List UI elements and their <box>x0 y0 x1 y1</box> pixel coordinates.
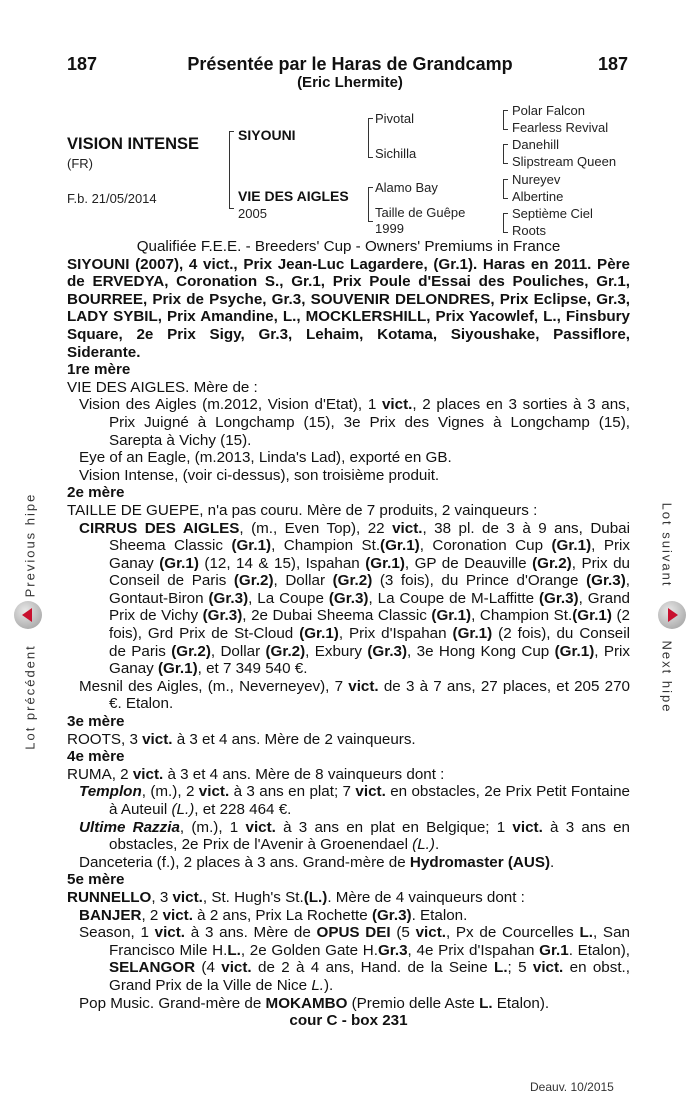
sire-sire: Pivotal <box>375 111 415 126</box>
previous-arrow-icon[interactable] <box>14 601 42 629</box>
produce-entry: Season, 1 vict. à 3 ans. Mère de OPUS DEI (5 vict., Px de Courcelles L., San Francisco Mile H.L., 2e Golden Gate H.Gr.3, 4e Prix d'Ispahan Gr.1. Etalon), SELANGOR (4 vict. de 2 à 4 ans, Hand. de la Seine L.; 5 vict. en obst., Grand Prix de la Ville de Nice L.). <box>79 924 630 994</box>
ped-3e: Nureyev <box>512 172 561 187</box>
section-3e-mere: 3e mère <box>67 713 125 731</box>
ped-3f: Albertine <box>512 189 564 204</box>
ped-3a: Polar Falcon <box>512 103 585 118</box>
catalogue-body <box>67 238 630 1030</box>
ped-3d: Slipstream Queen <box>512 154 617 169</box>
lot-number-right: 187 <box>598 54 629 74</box>
sire-dam: Sichilla <box>375 146 417 161</box>
fifth-dam-line: RUNNELLO, 3 vict., St. Hugh's St.(L.). Mère de 4 vainqueurs dont : <box>67 888 525 906</box>
section-1re-mere: 1re mère <box>67 361 131 379</box>
page-title: Présentée par le Haras de Grandcamp <box>187 54 513 74</box>
ped-3g: Septième Ciel <box>512 206 593 221</box>
qualification-line: Qualifiée F.E.E. - Breeders' Cup - Owners' Premiums in France <box>136 238 561 255</box>
dam-name: VIE DES AIGLES <box>238 188 349 204</box>
section-4e-mere: 4e mère <box>67 748 125 766</box>
horse-country: (FR) <box>67 156 93 171</box>
section-5e-mere: 5e mère <box>67 871 125 889</box>
bracket-dam <box>368 187 373 222</box>
bracket-3b <box>503 144 508 164</box>
lot-suivant-label[interactable]: Lot suivant <box>659 502 675 588</box>
source-note: Deauv. 10/2015 <box>530 1080 614 1094</box>
horse-name: VISION INTENSE <box>67 135 200 153</box>
produce-entry: Templon, (m.), 2 vict. à 3 ans en plat; 7 vict. en obstacles, 2e Prix Petit Fontaine à Auteuil (L.), et 228 464 €. <box>79 783 631 818</box>
section-2e-mere: 2e mère <box>67 484 125 502</box>
third-dam-line: ROOTS, 3 vict. à 3 et 4 ans. Mère de 2 vainqueurs. <box>67 730 416 748</box>
next-hipe-label[interactable]: Next hipe <box>659 640 675 714</box>
sire-paragraph: SIYOUNI (2007), 4 vict., Prix Jean-Luc Lagardere, (Gr.1). Haras en 2011. Père de ERVEDYA, Coronation S., Gr.1, Prix Poule d'Essai des Pouliches, Gr.1, BOURREE, Prix de Psyche, Gr.3, SOUVENIR DELONDRES, Prix Eclipse, Gr.3, LADY SYBIL, Prix Amandine, L., MOCKLERSHILL, Prix Yacowlef, L., Finsbury Square, 2e Prix Sigy, Gr.3, Lehaim, Kotama, Siyoushake, Passiflore, Siderante. <box>67 255 630 361</box>
granddam-intro: TAILLE DE GUEPE, n'a pas couru. Mère de 7 produits, 2 vainqueurs : <box>67 501 538 519</box>
produce-entry: Danceteria (f.), 2 places à 3 ans. Grand-mère de Hydromaster (AUS). <box>79 853 555 871</box>
produce-entry: Pop Music. Grand-mère de MOKAMBO (Premio delle Aste L. Etalon). <box>79 994 550 1012</box>
lot-precedent-label[interactable]: Lot précédent <box>22 644 38 750</box>
bracket-3c <box>503 179 508 199</box>
dam-dam: Taille de Guêpe <box>375 205 466 220</box>
location-footer: cour C - box 231 <box>289 1012 408 1030</box>
ped-3h: Roots <box>512 223 546 238</box>
previous-hipe-label[interactable]: Previous hipe <box>22 492 38 598</box>
bracket-sire <box>368 118 373 158</box>
produce-entry: BANJER, 2 vict. à 2 ans, Prix La Rochette (Gr.3). Etalon. <box>79 906 468 924</box>
page-subtitle: (Eric Lhermite) <box>297 74 403 91</box>
dam-sire: Alamo Bay <box>375 180 438 195</box>
bracket-3a <box>503 110 508 130</box>
dam-year: 2005 <box>238 206 267 221</box>
dam-intro: VIE DES AIGLES. Mère de : <box>67 378 258 396</box>
bracket-3d <box>503 213 508 233</box>
lot-number-left: 187 <box>67 54 98 74</box>
produce-entry: CIRRUS DES AIGLES, (m., Even Top), 22 vict., 38 pl. de 3 à 9 ans, Dubai Sheema Classic (Gr.1), Champion St.(Gr.1), Coronation Cup (Gr.1), Prix Ganay (Gr.1) (12, 14 & 15), Ispahan (Gr.1), GP de Deauville (Gr.2), Prix du Conseil de Paris (Gr.2), Dollar (Gr.2) (3 fois), du Prince d'Orange (Gr.3), Gontaut-Biron (Gr.3), La Coupe (Gr.3), La Coupe de M-Laffitte (Gr.3), Grand Prix de Vichy (Gr.3), 2e Dubai Sheema Classic (Gr.1), Champion St.(Gr.1) (2 fois), Grd Prix de St-Cloud (Gr.1), Prix d'Ispahan (Gr.1) (2 fois), du Conseil de Paris (Gr.2), Dollar (Gr.2), Exbury (Gr.3), 3e Hong Kong Cup (Gr.1), Prix Ganay (Gr.1), et 7 349 540 €. <box>79 519 631 678</box>
bracket-gen1 <box>229 131 234 209</box>
horse-birth: F.b. 21/05/2014 <box>67 191 157 206</box>
produce-entry: Eye of an Eagle, (m.2013, Linda's Lad), exporté en GB. <box>79 449 452 467</box>
fourth-dam-line: RUMA, 2 vict. à 3 et 4 ans. Mère de 8 vainqueurs dont : <box>67 765 445 783</box>
produce-entry: Vision Intense, (voir ci-dessus), son troisième produit. <box>79 466 440 484</box>
sire-name: SIYOUNI <box>238 127 296 143</box>
ped-3c: Danehill <box>512 137 559 152</box>
next-arrow-icon[interactable] <box>658 601 686 629</box>
produce-entry: Mesnil des Aigles, (m., Neverneyev), 7 vict. de 3 à 7 ans, 27 places, et 205 270 €. Etalon. <box>79 677 630 713</box>
produce-entry: Ultime Razzia, (m.), 1 vict. à 3 ans en plat en Belgique; 1 vict. à 3 ans en obstacles, 2e Prix de l'Avenir à Groenendael (L.). <box>79 818 630 854</box>
produce-entry: Vision des Aigles (m.2012, Vision d'Etat), 1 vict., 2 places en 3 sorties à 3 ans, Prix Juigné à Longchamp (15), 3e Prix des Vignes à Longchamp (15), Sarepta à Vichy (15). <box>79 396 630 449</box>
dam-dam-year: 1999 <box>375 221 404 236</box>
ped-3b: Fearless Revival <box>512 120 609 135</box>
